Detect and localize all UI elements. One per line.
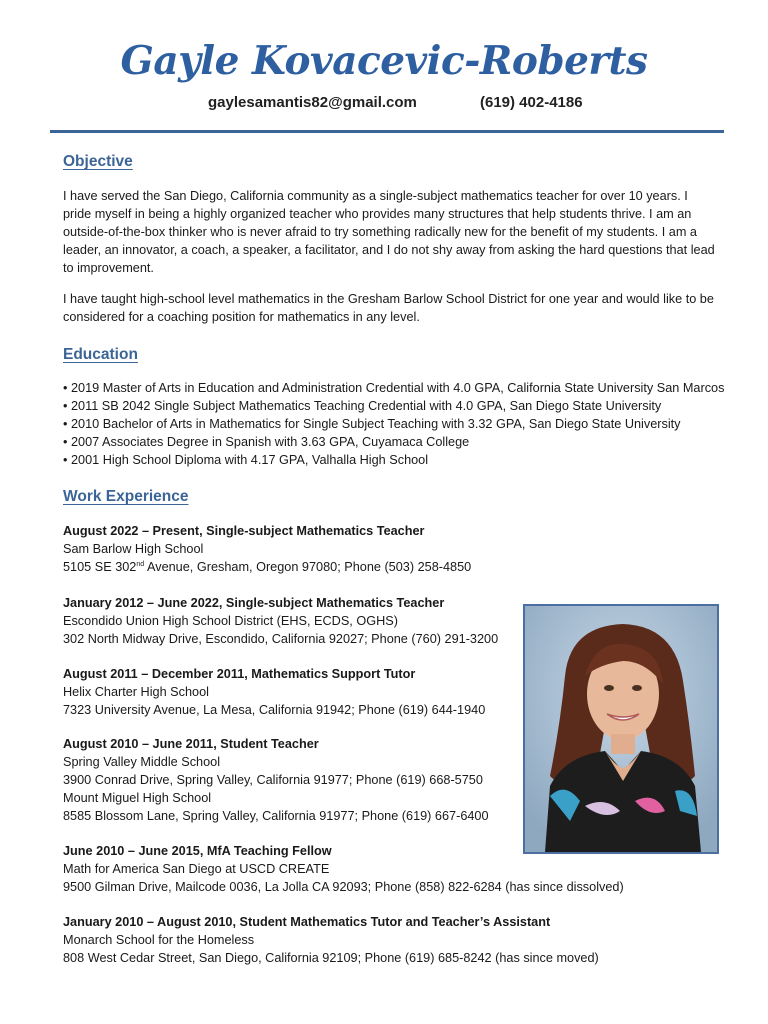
job-employer: Spring Valley Middle School xyxy=(63,755,221,769)
job-entry xyxy=(63,665,485,719)
education-item: • 2010 Bachelor of Arts in Mathematics for Single Subject Teaching with 3.32 GPA, San Diego State University xyxy=(63,417,681,431)
objective-heading: Objective xyxy=(63,153,133,170)
job-address: 3900 Conrad Drive, Spring Valley, California 91977; Phone (619) 668-5750 xyxy=(63,773,483,787)
job-entry xyxy=(63,913,599,967)
phone-number[interactable]: (619) 402-4186 xyxy=(480,94,583,111)
job-title: June 2010 – June 2015, MfA Teaching Fellow xyxy=(63,844,332,858)
education-list xyxy=(63,379,724,469)
education-heading: Education xyxy=(63,346,138,363)
job-employer: Monarch School for the Homeless xyxy=(63,933,255,947)
job-address: 8585 Blossom Lane, Spring Valley, California 91977; Phone (619) 667-6400 xyxy=(63,809,489,823)
job-title: January 2010 – August 2010, Student Mathematics Tutor and Teacher’s Assistant xyxy=(63,915,551,929)
job-title: August 2011 – December 2011, Mathematics Support Tutor xyxy=(63,667,416,681)
resume-name: Gayle Kovacevic-Roberts xyxy=(120,38,648,84)
job-employer: Escondido Union High School District (EHS, ECDS, OGHS) xyxy=(63,614,398,628)
job-entry xyxy=(63,594,498,648)
job-entry xyxy=(63,522,471,576)
job-address: 9500 Gilman Drive, Mailcode 0036, La Jolla CA 92093; Phone (858) 822-6284 (has since dissolved) xyxy=(63,880,624,894)
job-address: 7323 University Avenue, La Mesa, California 91942; Phone (619) 644-1940 xyxy=(63,703,486,717)
job-title: January 2012 – June 2022, Single-subject Mathematics Teacher xyxy=(63,596,445,610)
work-experience-heading: Work Experience xyxy=(63,488,189,505)
job-employer: Math for America San Diego at USCD CREATE xyxy=(63,862,330,876)
objective-paragraph-2: I have taught high-school level mathematics in the Gresham Barlow School District for one year and would like to be considered for a coaching position for mathematics in any level. xyxy=(63,292,714,324)
job-address: 302 North Midway Drive, Escondido, California 92027; Phone (760) 291-3200 xyxy=(63,632,499,646)
email-address[interactable]: gaylesamantis82@gmail.com xyxy=(208,94,417,111)
profile-photo xyxy=(523,604,719,854)
objective-paragraph-1: I have served the San Diego, California community as a single-subject mathematics teacher for over 10 years. I pride myself in being a highly organized teacher who provides many structures that help students thrive. I am an outside-of-the-box thinker who is never afraid to try something radically new for the benefit of my students. I am a leader, an innovator, a coach, a speaker, a facilitator, and I do not shy away from asking the hard questions that lead to improvement. xyxy=(63,189,715,275)
job-employer: Sam Barlow High School xyxy=(63,542,204,556)
education-item: • 2019 Master of Arts in Education and Administration Credential with 4.0 GPA, California State University San Marcos xyxy=(63,381,725,395)
job-entry xyxy=(63,735,489,825)
job-address: 5105 SE 302nd Avenue, Gresham, Oregon 97080; Phone (503) 258-4850 xyxy=(63,560,472,574)
job-title: August 2010 – June 2011, Student Teacher xyxy=(63,737,319,751)
job-employer: Helix Charter High School xyxy=(63,685,209,699)
job-title: August 2022 – Present, Single-subject Mathematics Teacher xyxy=(63,524,425,538)
education-item: • 2001 High School Diploma with 4.17 GPA, Valhalla High School xyxy=(63,453,429,467)
education-item: • 2011 SB 2042 Single Subject Mathematics Teaching Credential with 4.0 GPA, San Diego State University xyxy=(63,399,662,413)
job-employer: Mount Miguel High School xyxy=(63,791,212,805)
education-item: • 2007 Associates Degree in Spanish with 3.63 GPA, Cuyamaca College xyxy=(63,435,470,449)
header-divider xyxy=(50,130,724,133)
job-address: 808 West Cedar Street, San Diego, California 92109; Phone (619) 685-8242 (has since moved) xyxy=(63,951,599,965)
